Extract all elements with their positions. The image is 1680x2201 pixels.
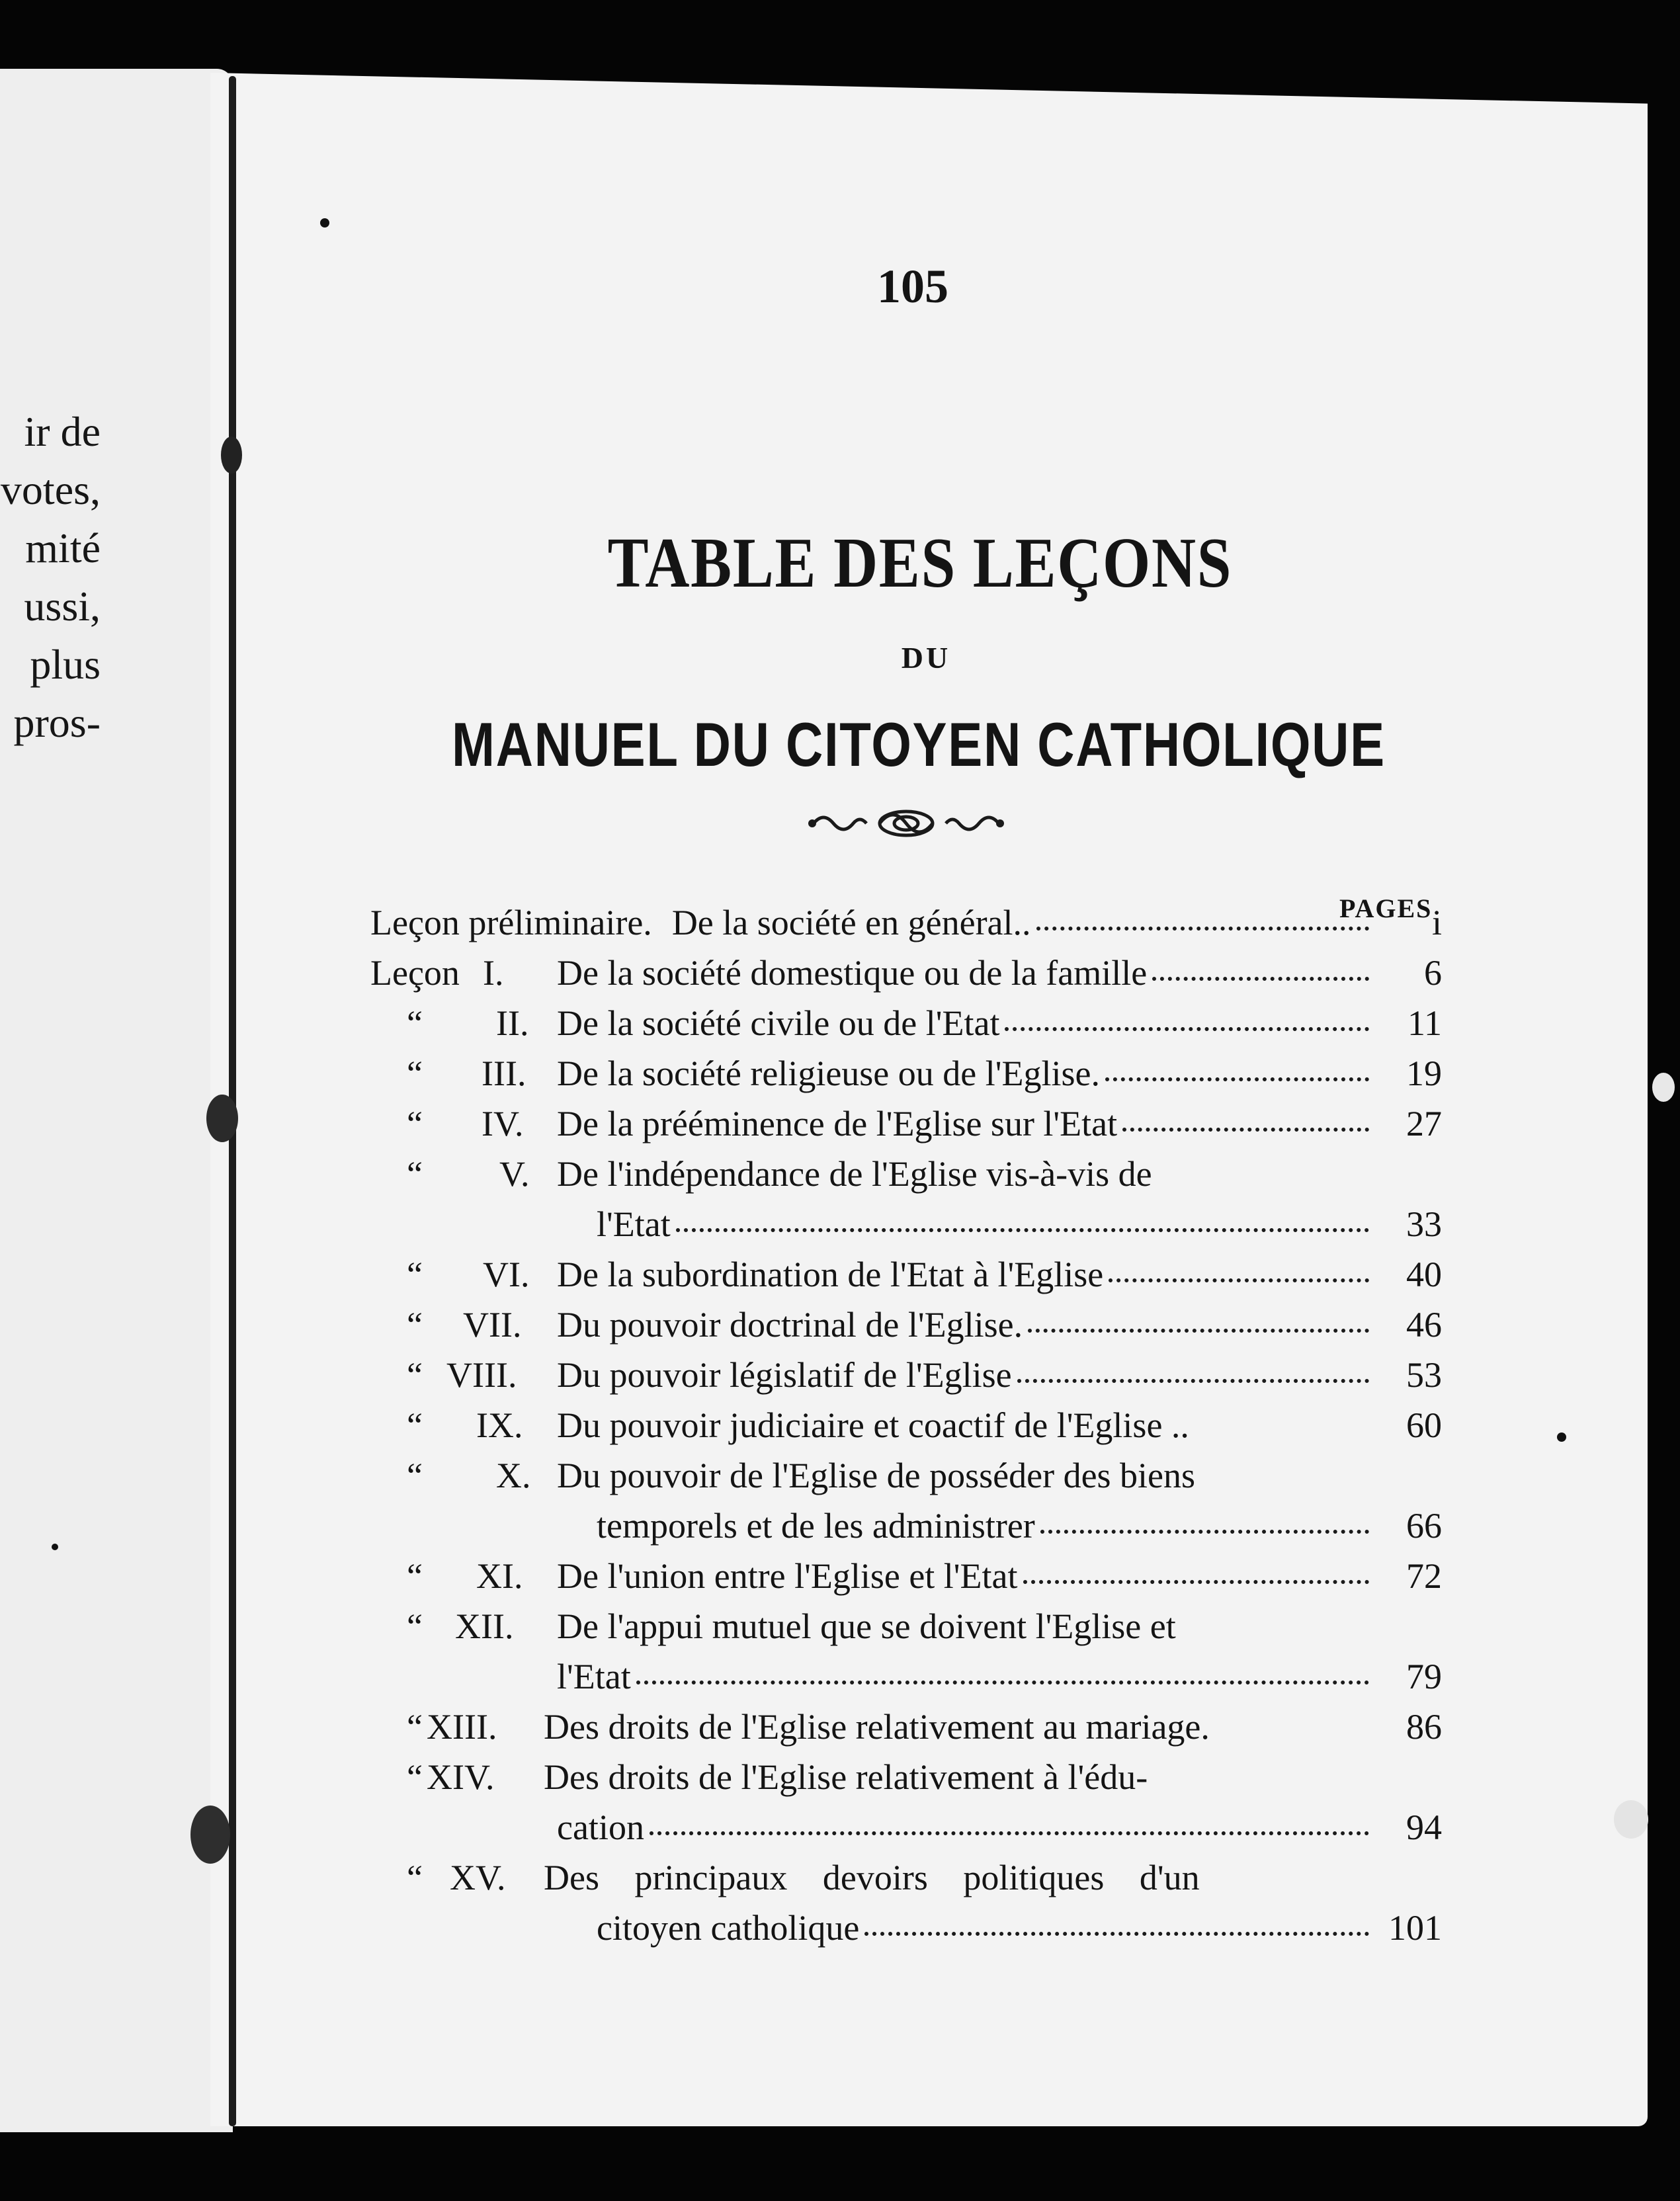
toc-page-number: 79 (1406, 1657, 1442, 1696)
title-connector: DU (901, 641, 951, 675)
toc-entry (370, 1852, 1442, 1953)
toc-entry (370, 1350, 1442, 1400)
paper-fleck (1652, 1073, 1675, 1102)
left-line: ir de (24, 408, 101, 455)
toc-page-number: 101 (1388, 1908, 1442, 1948)
toc-entry (370, 1601, 1442, 1702)
dot-leader (1005, 1020, 1369, 1031)
toc-entry-title-continued: cation (557, 1807, 644, 1847)
toc-entry-title: Du pouvoir législatif de l'Eglise (557, 1355, 1012, 1395)
page-title: TABLE DES LEÇONS (607, 524, 1233, 602)
toc-page-number: 6 (1424, 953, 1442, 993)
toc-lead: Leçon préliminaire. (370, 903, 652, 942)
toc-page-number: 11 (1407, 1003, 1442, 1043)
ink-speck (320, 218, 329, 228)
toc-entry-title: Des principaux devoirs politiques d'un (544, 1858, 1200, 1897)
toc-numeral: VI. (483, 1255, 530, 1294)
toc-lead: “ (407, 1104, 423, 1143)
toc-page-number: 66 (1406, 1506, 1442, 1546)
toc-lead: “ (407, 1255, 423, 1294)
ink-speck (52, 1544, 58, 1550)
dot-leader (1040, 1523, 1369, 1534)
dot-leader (1028, 1322, 1369, 1333)
toc-page-number: 94 (1406, 1807, 1442, 1847)
binding-stitch (206, 1095, 238, 1142)
toc-entry (370, 1702, 1442, 1752)
toc-numeral: XIV. (427, 1757, 495, 1797)
toc-entry-title-continued: l'Etat (597, 1204, 671, 1244)
toc-lead: “ (407, 1154, 423, 1194)
toc-numeral: VII. (463, 1305, 522, 1345)
binding-stitch (190, 1806, 230, 1864)
toc-page-number: 19 (1406, 1054, 1442, 1093)
toc-lead: “ (407, 1707, 423, 1747)
dot-leader (676, 1222, 1369, 1232)
toc-page-number: 40 (1406, 1255, 1442, 1294)
toc-lead: “ (407, 1606, 423, 1646)
toc-entry-title: Du pouvoir doctrinal de l'Eglise. (557, 1305, 1023, 1345)
toc-entry-title: De la prééminence de l'Eglise sur l'Etat (557, 1104, 1118, 1143)
toc-entry-title: Du pouvoir de l'Eglise de posséder des biens (557, 1456, 1196, 1495)
toc-entry-title-continued: l'Etat (557, 1657, 631, 1696)
toc-numeral: IV. (482, 1104, 524, 1143)
toc-entry (370, 948, 1442, 998)
toc-entry-title: De l'appui mutuel que se doivent l'Eglise et (557, 1606, 1176, 1646)
toc-numeral: IX. (476, 1405, 523, 1445)
toc-page-number: 27 (1406, 1104, 1442, 1143)
dot-leader (650, 1825, 1369, 1835)
toc-page-number: 60 (1406, 1405, 1442, 1445)
toc-entry (370, 1099, 1442, 1149)
left-line: plus (30, 641, 101, 688)
toc-page-number: 33 (1406, 1204, 1442, 1244)
toc-page-number: i (1431, 903, 1442, 942)
ornamental-divider-icon (807, 804, 1005, 843)
toc-lead: “ (407, 1405, 423, 1445)
toc-lead: “ (407, 1556, 423, 1596)
binding-stitch (221, 436, 242, 474)
toc-entry-title: De la société civile ou de l'Etat (557, 1003, 1000, 1043)
toc-lead: “ (407, 1858, 423, 1897)
toc-entry (370, 1400, 1442, 1450)
toc-entry (370, 1149, 1442, 1249)
toc-entry-title: De la société domestique ou de la famille (557, 953, 1148, 993)
table-of-contents (370, 897, 1442, 1953)
toc-numeral: XIII. (427, 1707, 497, 1747)
toc-entry-title: De la subordination de l'Etat à l'Eglise (557, 1255, 1104, 1294)
toc-entry-title: De l'indépendance de l'Eglise vis-à-vis de (557, 1154, 1152, 1194)
toc-numeral: V. (499, 1154, 530, 1194)
toc-numeral: XI. (476, 1556, 523, 1596)
toc-lead: “ (407, 1355, 423, 1395)
toc-entry (370, 1551, 1442, 1601)
toc-numeral: X. (496, 1456, 531, 1495)
toc-entry (370, 1752, 1442, 1852)
toc-page-number: 46 (1406, 1305, 1442, 1345)
toc-numeral: I. (483, 953, 504, 993)
paper-fleck (1614, 1800, 1648, 1839)
left-line: pros- (13, 699, 101, 746)
toc-lead: “ (407, 1456, 423, 1495)
dot-leader (1109, 1272, 1369, 1282)
left-line: mité (25, 524, 101, 571)
dot-leader (1105, 1071, 1369, 1081)
dot-leader (1152, 970, 1369, 981)
dot-leader (1122, 1121, 1369, 1132)
toc-entry (370, 1450, 1442, 1551)
ink-speck (1557, 1433, 1566, 1442)
toc-lead: “ (407, 1054, 423, 1093)
dot-leader (1036, 920, 1369, 931)
toc-numeral: XV. (450, 1858, 506, 1897)
toc-entry (370, 1048, 1442, 1099)
toc-numeral: III. (482, 1054, 526, 1093)
pages-column-header: PAGES (1339, 893, 1433, 923)
toc-numeral: VIII. (446, 1355, 517, 1395)
toc-entry (370, 897, 1442, 948)
toc-entry-title: De l'union entre l'Eglise et l'Etat (557, 1556, 1018, 1596)
left-line: votes, (0, 466, 101, 513)
toc-entry-title: De la société en général.. (671, 903, 1031, 942)
book-subtitle: MANUEL DU CITOYEN CATHOLIQUE (452, 710, 1386, 779)
toc-entry-title: De la société religieuse ou de l'Eglise. (557, 1054, 1100, 1093)
dot-leader (1017, 1372, 1369, 1383)
dot-leader (1023, 1573, 1370, 1584)
toc-entry-title: Des droits de l'Eglise relativement au mariage. (544, 1707, 1210, 1747)
toc-numeral: XII. (455, 1606, 514, 1646)
toc-page-number: 86 (1406, 1707, 1442, 1747)
toc-page-number: 53 (1406, 1355, 1442, 1395)
toc-lead: “ (407, 1003, 423, 1043)
toc-lead: “ (407, 1305, 423, 1345)
left-page-text-fragment (0, 403, 101, 752)
page-number: 105 (877, 260, 948, 313)
left-line: ussi, (24, 583, 101, 630)
toc-page-number: 72 (1406, 1556, 1442, 1596)
toc-entry (370, 1300, 1442, 1350)
toc-lead: “ (407, 1757, 423, 1797)
toc-entry-title-continued: temporels et de les administrer (597, 1506, 1035, 1546)
toc-entry (370, 998, 1442, 1048)
dot-leader (636, 1674, 1369, 1684)
toc-entry-title-continued: citoyen catholique (597, 1908, 860, 1948)
dot-leader (864, 1925, 1369, 1936)
toc-entry-title: Des droits de l'Eglise relativement à l'édu- (544, 1757, 1148, 1797)
toc-lead: Leçon (370, 953, 460, 993)
toc-entry-title: Du pouvoir judiciaire et coactif de l'Eglise .. (557, 1405, 1189, 1445)
toc-entry (370, 1249, 1442, 1300)
toc-numeral: II. (496, 1003, 529, 1043)
